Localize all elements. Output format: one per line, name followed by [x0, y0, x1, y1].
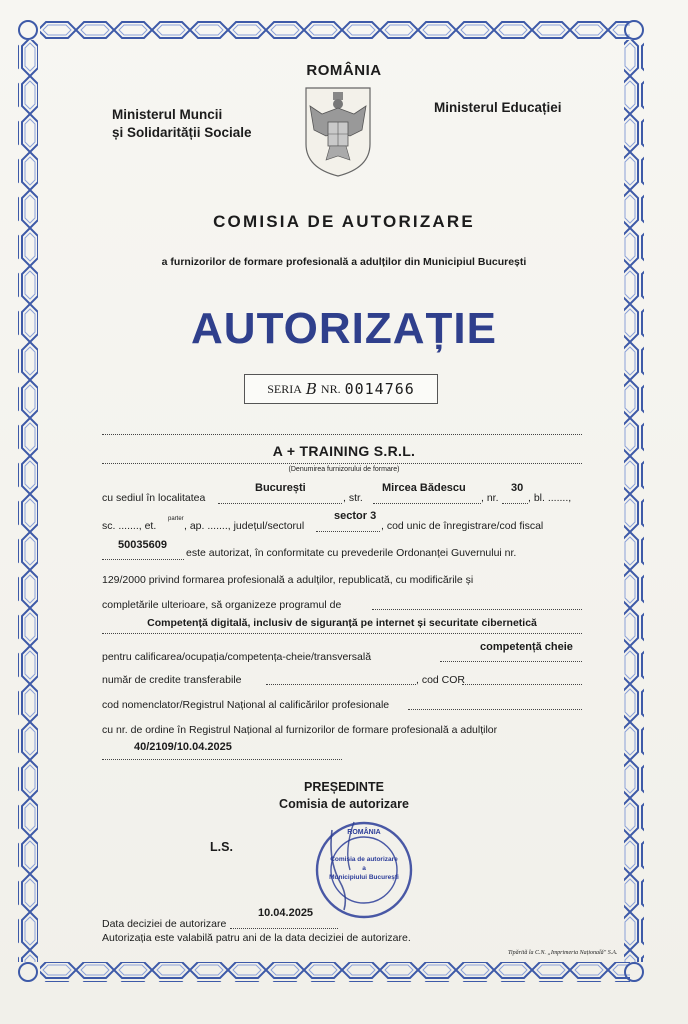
- commission-subtitle: a furnizorilor de formare profesională a adulților din Municipiul București: [161, 256, 527, 268]
- dotted-line: [316, 531, 380, 532]
- dotted-line: [102, 759, 342, 760]
- official-stamp: [314, 820, 414, 920]
- fiscal-code-value: 50035609: [118, 539, 167, 551]
- dotted-line: [102, 434, 582, 435]
- series-label: SERIA: [267, 381, 302, 396]
- printer-note: Tipărită la C.N. „Imprimeria Națională" S.A.: [508, 950, 618, 956]
- street-number-value: 30: [511, 482, 524, 494]
- body-line1-nr-label: , nr.: [481, 492, 499, 504]
- stamp-center-line3: Municipiului București: [329, 874, 399, 881]
- street-value: Mircea Bădescu: [382, 482, 466, 494]
- body-line2-label: sc. ......., et.: [102, 520, 157, 532]
- dotted-line: [218, 503, 342, 504]
- dotted-line: [372, 609, 582, 610]
- dotted-line: [102, 463, 582, 464]
- program-value: Competență digitală, inclusiv de siguranță pe internet și securitate cibernetică: [147, 617, 537, 629]
- sector-value: sector 3: [334, 510, 377, 522]
- dotted-line: [408, 709, 582, 710]
- ministry-labour-line2: și Solidarității Sociale: [112, 125, 252, 140]
- decision-date-value: 10.04.2025: [258, 907, 314, 919]
- commission-title: COMISIA DE AUTORIZARE: [213, 212, 475, 231]
- registry-number-value: 40/2109/10.04.2025: [134, 741, 232, 753]
- series-box: [244, 374, 438, 404]
- body-line2-sector-label: , ap. ......., județul/sectorul: [184, 520, 305, 532]
- body-line10-text: cu nr. de ordine în Registrul Național al furnizorilor de formare profesională a adulților: [102, 724, 498, 736]
- body-line2-fiscal-label: , cod unic de înregistrare/cod fiscal: [381, 520, 544, 532]
- locality-value: București: [255, 482, 306, 494]
- ministry-labour-line1: Ministerul Muncii: [112, 107, 223, 122]
- body-line8-cor-label: , cod COR: [416, 674, 466, 686]
- body-line1-street-label: , str.: [343, 492, 363, 504]
- dotted-line: [266, 684, 416, 685]
- document-number: 0014766: [344, 380, 415, 398]
- dotted-line: [102, 633, 582, 634]
- body-line7-text: pentru calificarea/ocupația/competența-cheie/transversală: [102, 651, 372, 663]
- floor-value: parter: [168, 516, 184, 522]
- coat-of-arms-icon: [300, 84, 376, 180]
- body-line3-text: este autorizat, în conformitate cu prevederile Ordonanței Guvernului nr.: [186, 547, 517, 559]
- body-line8-credits-label: număr de credite transferabile: [102, 674, 242, 686]
- validity-note: Autorizația este valabilă patru ani de la data deciziei de autorizare.: [102, 932, 411, 944]
- stamp-center-line2: a: [362, 865, 366, 872]
- dotted-line: [440, 661, 582, 662]
- president-title: PREȘEDINTE: [304, 780, 384, 794]
- number-label: NR.: [320, 381, 341, 396]
- ls-label: L.S.: [210, 840, 233, 854]
- body-line4-text: 129/2000 privind formarea profesională a adulților, republicată, cu modificările și: [102, 574, 474, 586]
- body-line1-label: cu sediul în localitatea: [102, 492, 206, 504]
- dotted-line: [502, 503, 528, 504]
- president-org: Comisia de autorizare: [279, 797, 409, 811]
- body-line9-text: cod nomenclator/Registrul Național al calificărilor profesionale: [102, 699, 390, 711]
- ministry-education: Ministerul Educației: [434, 100, 562, 115]
- competence-type-value: competență cheie: [480, 641, 573, 653]
- stamp-center-line1: Comisia de autorizare: [330, 856, 398, 863]
- dotted-line: [462, 684, 582, 685]
- body-line5-text: completările ulterioare, să organizeze programul de: [102, 599, 342, 611]
- country-title: ROMÂNIA: [306, 62, 382, 79]
- body-line1-bl-label: , bl. .......,: [528, 492, 572, 504]
- provider-name-note: (Denumirea furnizorului de formare): [288, 466, 400, 473]
- dotted-line: [373, 503, 481, 504]
- stamp-center-text: [328, 855, 400, 882]
- stamp-top-text: ROMÂNIA: [347, 829, 381, 836]
- provider-name: A + TRAINING S.R.L.: [272, 443, 416, 459]
- ministry-labour: [112, 106, 252, 142]
- series-letter: B: [305, 380, 317, 398]
- document-title: AUTORIZAȚIE: [191, 304, 497, 353]
- dotted-line: [230, 928, 338, 929]
- decision-label: Data deciziei de autorizare: [102, 918, 227, 930]
- dotted-line: [102, 559, 184, 560]
